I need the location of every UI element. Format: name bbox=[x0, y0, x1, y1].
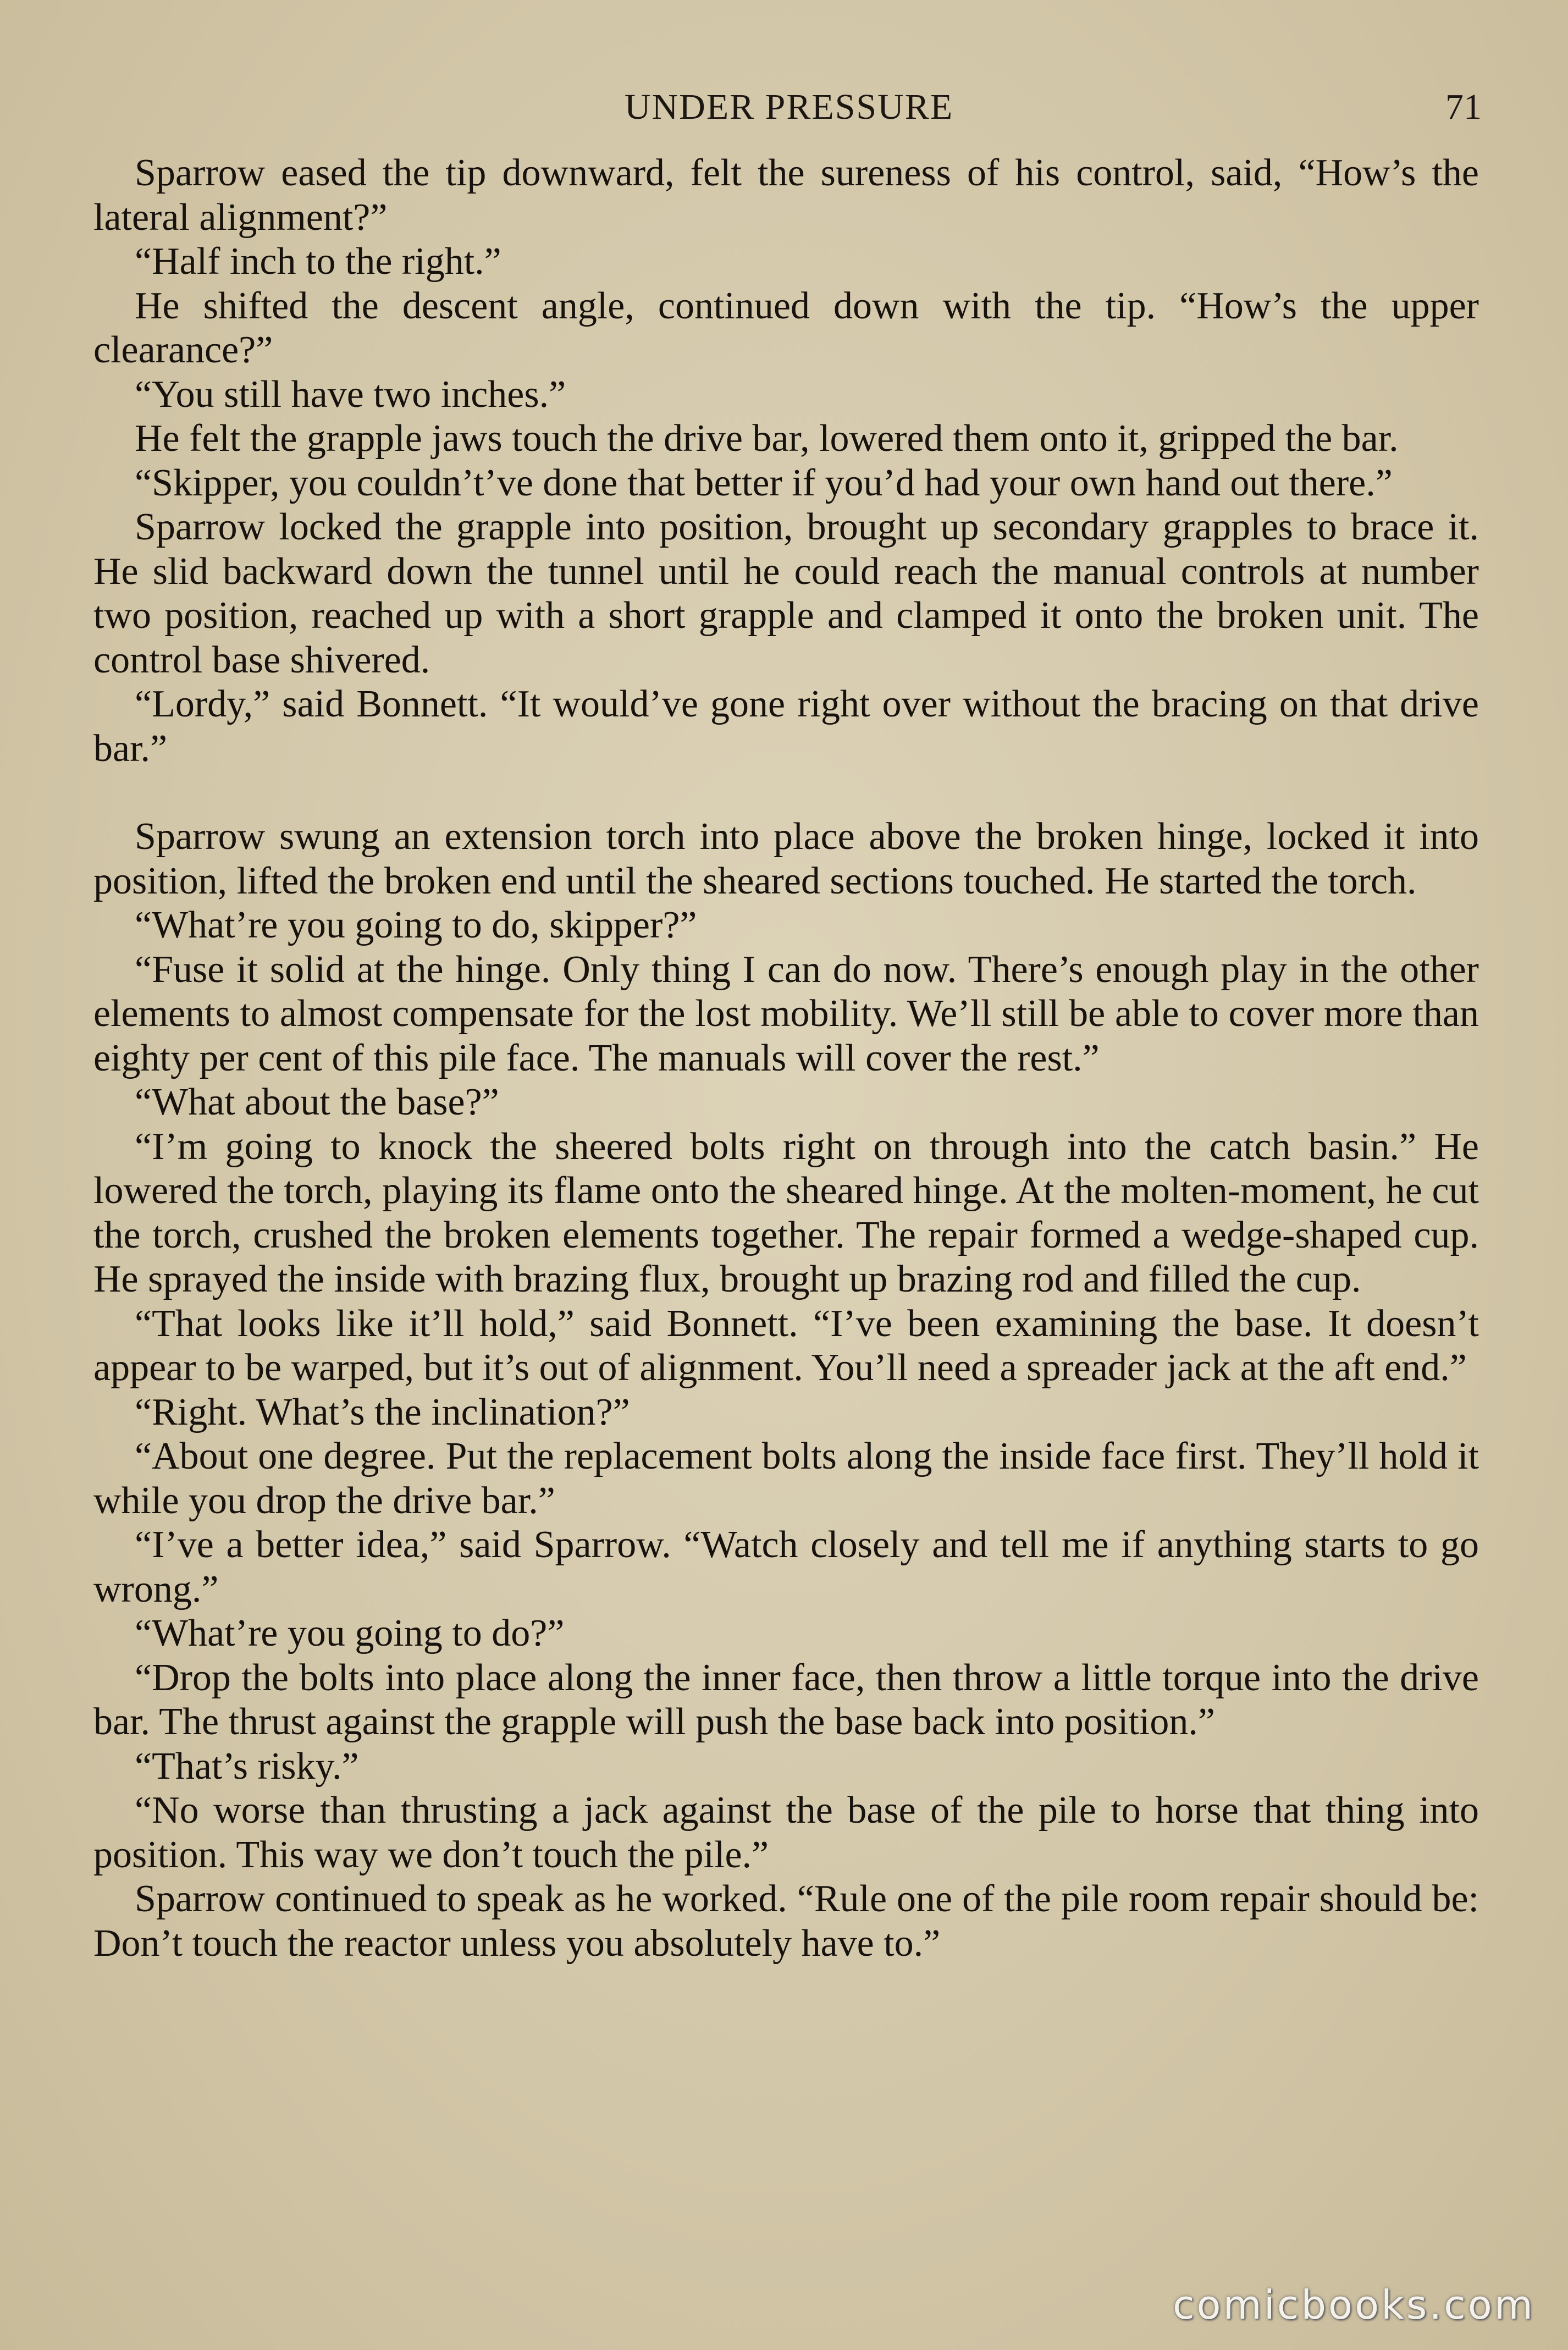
paragraph: “Fuse it solid at the hinge. Only thing I can do now. There’s enough play in the other elements to almost compensate for the lost mobility. We’ll still be able to cover more than eighty per cent of this pile face. The manuals will cover the rest.” bbox=[93, 948, 1479, 1079]
watermark: comicbooks.com bbox=[1172, 2282, 1535, 2328]
paragraph: Sparrow continued to speak as he worked. “Rule one of the pile room repair should be: Don’t touch the reactor unless you absolutely have to.” bbox=[93, 1878, 1479, 1965]
paragraph: “That looks like it’ll hold,” said Bonnett. “I’ve been examining the base. It doesn’t appear to be warped, but it’s out of alignment. You’ll need a spreader jack at the aft end.” bbox=[93, 1302, 1479, 1389]
paragraph: “Right. What’s the inclination?” bbox=[135, 1391, 630, 1433]
paragraph: Sparrow eased the tip downward, felt the sureness of his control, said, “How’s the lateral alignment?” bbox=[93, 152, 1479, 239]
paragraph: “About one degree. Put the replacement bolts along the inside face first. They’ll hold it while you drop the drive bar.” bbox=[93, 1435, 1479, 1522]
paragraph: “You still have two inches.” bbox=[135, 373, 566, 416]
paragraph: “Lordy,” said Bonnett. “It would’ve gone right over without the bracing on that drive bar.” bbox=[93, 683, 1479, 770]
paragraph: “I’ve a better idea,” said Sparrow. “Watch closely and tell me if anything starts to go wrong.” bbox=[93, 1524, 1479, 1610]
paragraph: “Half inch to the right.” bbox=[135, 240, 501, 283]
paragraph: “Drop the bolts into place along the inner face, then throw a little torque into the drive bar. The thrust against the grapple will push the base back into position.” bbox=[93, 1656, 1479, 1743]
page-header bbox=[96, 82, 1482, 132]
body-text bbox=[93, 151, 1479, 1966]
paragraph: He felt the grapple jaws touch the drive bar, lowered them onto it, gripped the bar. bbox=[135, 417, 1399, 460]
paragraph: He shifted the descent angle, continued down with the tip. “How’s the upper clearance?” bbox=[93, 284, 1479, 371]
paragraph: “Skipper, you couldn’t’ve done that better if you’d had your own hand out there.” bbox=[135, 461, 1393, 504]
paragraph: “I’m going to knock the sheered bolts right on through into the catch basin.” He lowered the torch, playing its flame onto the sheared hinge. At the molten-moment, he cut the torch, crushed the broken elements together. The repair formed a wedge-shaped cup. He sprayed the inside with brazing flux, brought up brazing rod and filled the cup. bbox=[93, 1125, 1479, 1300]
running-head: UNDER PRESSURE bbox=[624, 87, 954, 127]
paragraph: Sparrow locked the grapple into position, brought up secondary grapples to brace it. He slid backward down the tunnel until he could reach the manual controls at number two position, reached up with a short grapple and clamped it onto the broken unit. The control base shivered. bbox=[93, 506, 1479, 681]
paragraph: “What’re you going to do, skipper?” bbox=[135, 904, 697, 946]
paragraph: “What’re you going to do?” bbox=[135, 1612, 565, 1654]
paragraph: “No worse than thrusting a jack against the base of the pile to horse that thing into position. This way we don’t touch the pile.” bbox=[93, 1789, 1479, 1876]
paragraph: “That’s risky.” bbox=[135, 1745, 359, 1788]
page-number: 71 bbox=[1445, 87, 1482, 127]
paragraph: “What about the base?” bbox=[135, 1081, 499, 1123]
paragraph: Sparrow swung an extension torch into place above the broken hinge, locked it into position, lifted the broken end until the sheared sections touched. He started the torch. bbox=[93, 815, 1479, 902]
